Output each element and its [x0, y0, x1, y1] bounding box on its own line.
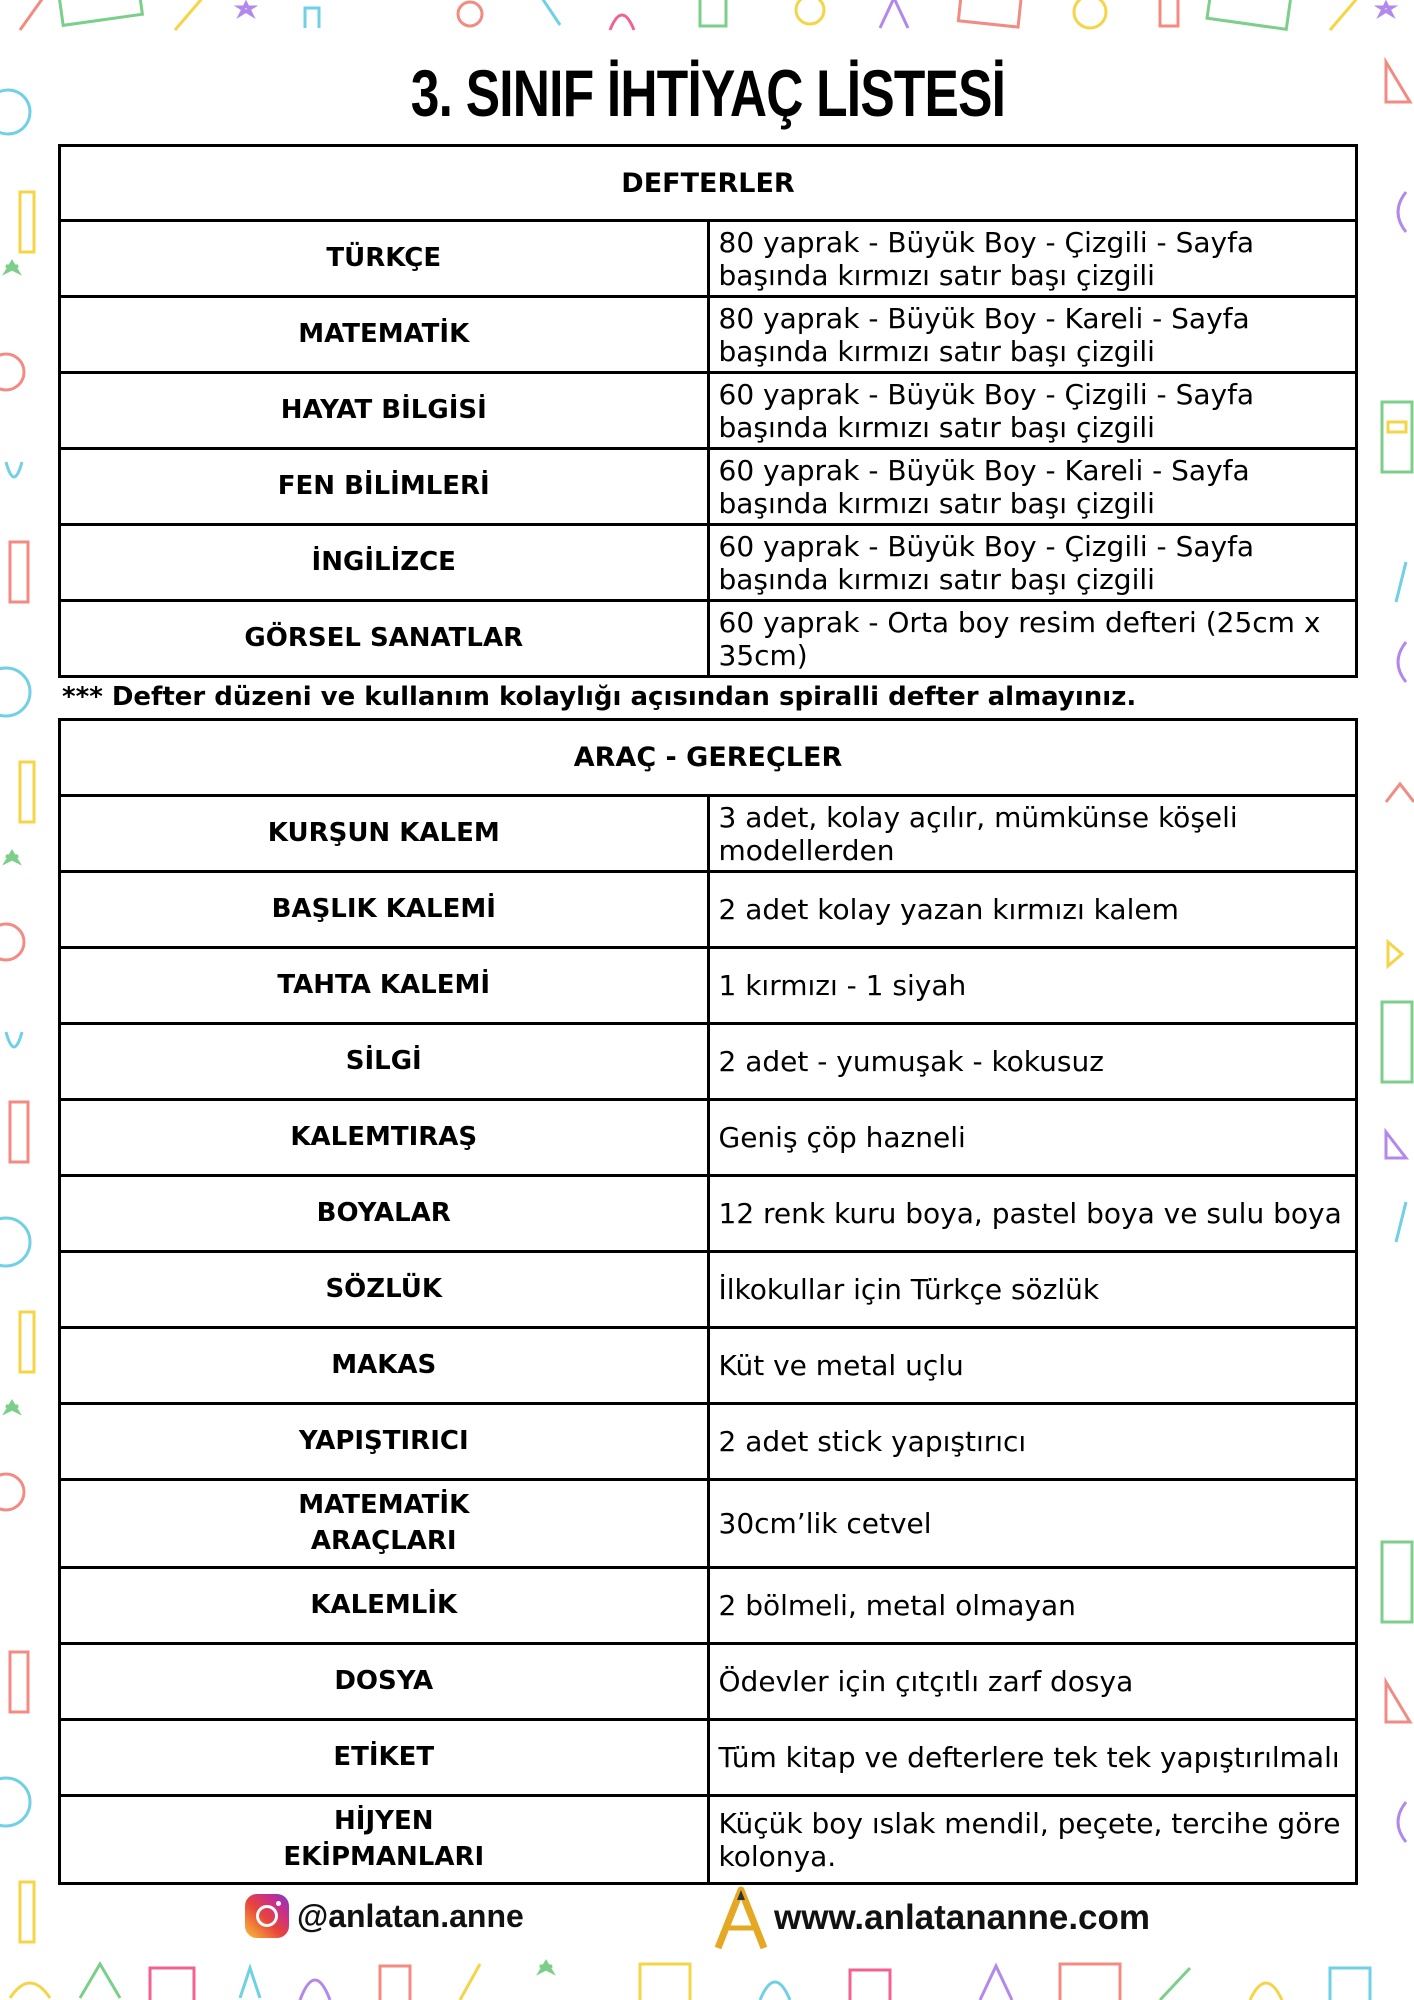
table-row: [60, 872, 1357, 948]
row-label: [60, 1796, 709, 1884]
instagram-icon: [245, 1894, 289, 1938]
doodle-border-left: [0, 42, 40, 1958]
table-row: [60, 1024, 1357, 1100]
supplies-table: [58, 718, 1358, 1885]
table-row: [60, 1100, 1357, 1176]
row-value: 60 yaprak - Büyük Boy - Çizgili - Sayfa başında kırmızı satır başı çizgili: [708, 525, 1357, 601]
row-label: TÜRKÇE: [60, 221, 709, 297]
footer: [40, 1886, 1376, 1946]
row-label: YAPIŞTIRICI: [60, 1404, 709, 1480]
row-value: Geniş çöp hazneli: [708, 1100, 1357, 1176]
row-label: KURŞUN KALEM: [60, 796, 709, 872]
row-value: 2 bölmeli, metal olmayan: [708, 1568, 1357, 1644]
doodle-border-right: [1376, 42, 1414, 1958]
table-row: [60, 1568, 1357, 1644]
table-row: [60, 1720, 1357, 1796]
row-value: Küçük boy ıslak mendil, peçete, tercihe göre kolonya.: [708, 1796, 1357, 1884]
row-label: BOYALAR: [60, 1176, 709, 1252]
table-row: [60, 1480, 1357, 1568]
row-value: 60 yaprak - Orta boy resim defteri (25cm x 35cm): [708, 601, 1357, 677]
row-value: 30cm’lik cetvel: [708, 1480, 1357, 1568]
table-row: [60, 601, 1357, 677]
row-value: Küt ve metal uçlu: [708, 1328, 1357, 1404]
row-label: TAHTA KALEMİ: [60, 948, 709, 1024]
row-value: 1 kırmızı - 1 siyah: [708, 948, 1357, 1024]
row-value: 60 yaprak - Büyük Boy - Çizgili - Sayfa başında kırmızı satır başı çizgili: [708, 373, 1357, 449]
row-label: MATEMATİK: [60, 297, 709, 373]
spiral-notebook-note: *** Defter düzeni ve kullanım kolaylığı açısından spiralli defter almayınız.: [62, 682, 1137, 712]
row-label-line: ARAÇLARI: [310, 1525, 457, 1556]
table-row: [60, 525, 1357, 601]
doodle-border-bottom: [0, 1958, 1414, 2000]
row-value: 2 adet - yumuşak - kokusuz: [708, 1024, 1357, 1100]
row-label: KALEMLİK: [60, 1568, 709, 1644]
row-value: 3 adet, kolay açılır, mümkünse köşeli modellerden: [708, 796, 1357, 872]
table-row: [60, 1176, 1357, 1252]
row-value: Ödevler için çıtçıtlı zarf dosya: [708, 1644, 1357, 1720]
table-row: [60, 1796, 1357, 1884]
row-label: DOSYA: [60, 1644, 709, 1720]
row-label: SİLGİ: [60, 1024, 709, 1100]
row-value: 2 adet kolay yazan kırmızı kalem: [708, 872, 1357, 948]
notebooks-table-heading: DEFTERLER: [60, 146, 1357, 221]
table-row: [60, 1328, 1357, 1404]
table-row: [60, 1644, 1357, 1720]
table-row: [60, 1252, 1357, 1328]
row-value: 12 renk kuru boya, pastel boya ve sulu boya: [708, 1176, 1357, 1252]
table-row: [60, 221, 1357, 297]
table-row: [60, 449, 1357, 525]
table-row: [60, 1404, 1357, 1480]
instagram-link[interactable]: [245, 1894, 524, 1938]
row-value: 80 yaprak - Büyük Boy - Kareli - Sayfa başında kırmızı satır başı çizgili: [708, 297, 1357, 373]
row-value: Tüm kitap ve defterlere tek tek yapıştırılmalı: [708, 1720, 1357, 1796]
row-value: 2 adet stick yapıştırıcı: [708, 1404, 1357, 1480]
row-label: BAŞLIK KALEMİ: [60, 872, 709, 948]
notebooks-table: [58, 144, 1358, 678]
website-url: www.anlatananne.com: [774, 1898, 1151, 1937]
row-label: İNGİLİZCE: [60, 525, 709, 601]
row-label: KALEMTIRAŞ: [60, 1100, 709, 1176]
table-row: [60, 297, 1357, 373]
page-title: 3. SINIF İHTİYAÇ LİSTESİ: [410, 56, 1006, 130]
table-row: [60, 373, 1357, 449]
row-label-line: HİJYEN: [334, 1806, 434, 1837]
doodle-border-top: [0, 0, 1414, 42]
row-label-line: MATEMATİK: [298, 1490, 470, 1521]
row-value: 80 yaprak - Büyük Boy - Çizgili - Sayfa başında kırmızı satır başı çizgili: [708, 221, 1357, 297]
row-label: FEN BİLİMLERİ: [60, 449, 709, 525]
instagram-handle: @anlatan.anne: [297, 1897, 524, 1934]
row-label: SÖZLÜK: [60, 1252, 709, 1328]
row-label-line: EKİPMANLARI: [283, 1841, 485, 1872]
table-row: [60, 796, 1357, 872]
row-value: İlkokullar için Türkçe sözlük: [708, 1252, 1357, 1328]
row-label: GÖRSEL SANATLAR: [60, 601, 709, 677]
row-label: MAKAS: [60, 1328, 709, 1404]
row-value: 60 yaprak - Büyük Boy - Kareli - Sayfa başında kırmızı satır başı çizgili: [708, 449, 1357, 525]
row-label: HAYAT BİLGİSİ: [60, 373, 709, 449]
table-row: [60, 948, 1357, 1024]
document-sheet: [40, 42, 1376, 1958]
row-label: ETİKET: [60, 1720, 709, 1796]
website-link[interactable]: [710, 1886, 1150, 1950]
supplies-table-heading: ARAÇ - GEREÇLER: [60, 720, 1357, 796]
pencil-a-logo-icon: [710, 1886, 772, 1950]
row-label: [60, 1480, 709, 1568]
